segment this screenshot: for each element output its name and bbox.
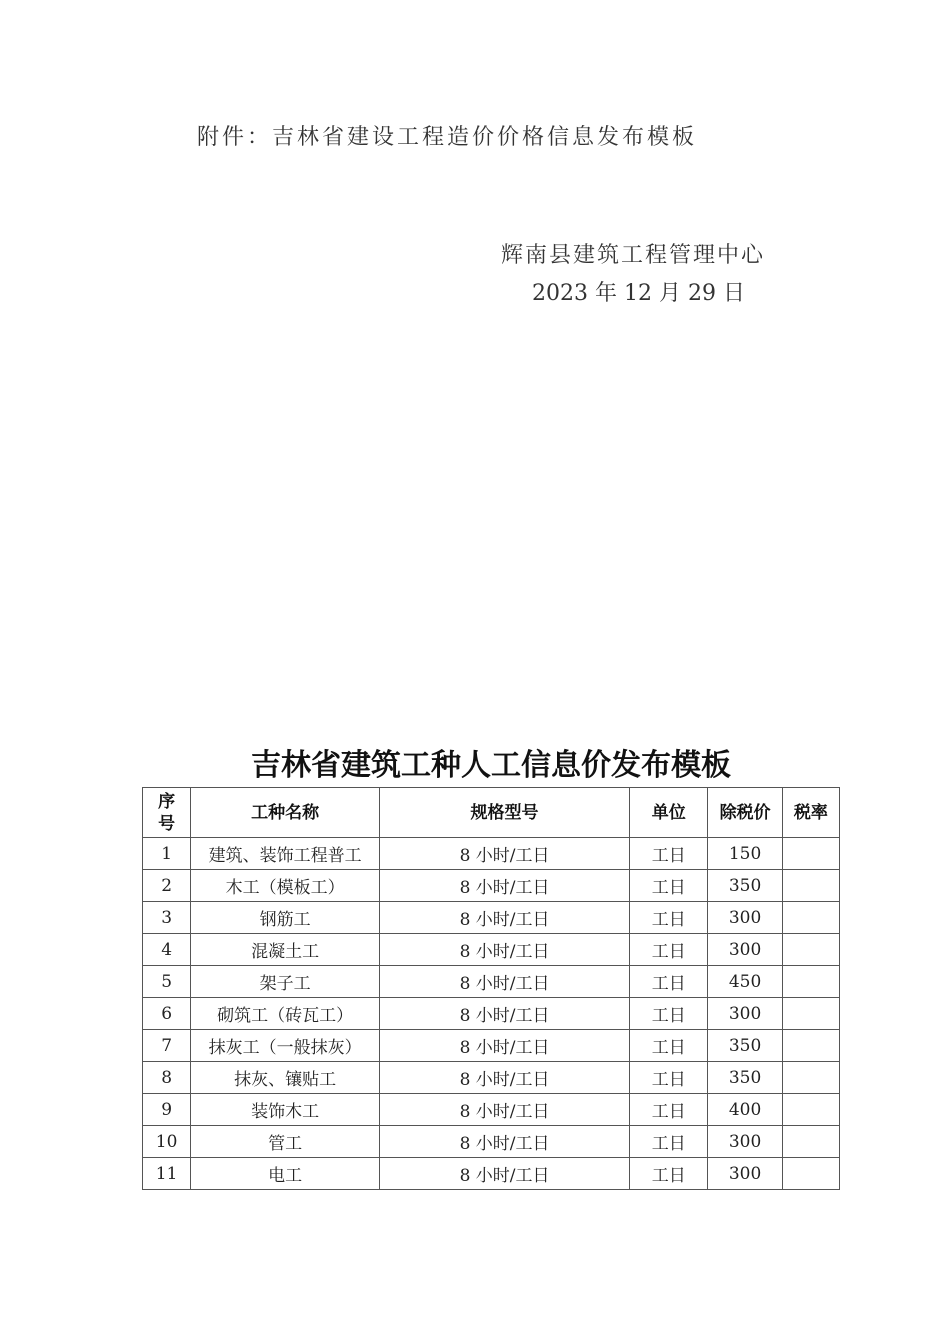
cell-seq: 2 xyxy=(143,870,191,902)
table-row xyxy=(143,998,840,1030)
cell-seq: 6 xyxy=(143,998,191,1030)
header-seq xyxy=(143,788,191,838)
cell-spec: 8 小时/工日 xyxy=(380,966,630,998)
cell-spec: 8 小时/工日 xyxy=(380,934,630,966)
cell-name: 装饰木工 xyxy=(191,1094,380,1126)
header-name: 工种名称 xyxy=(191,788,380,838)
table-row xyxy=(143,1158,840,1190)
price-table xyxy=(142,787,840,1190)
cell-unit: 工日 xyxy=(630,1030,708,1062)
cell-unit: 工日 xyxy=(630,870,708,902)
cell-spec: 8 小时/工日 xyxy=(380,870,630,902)
table-body xyxy=(143,838,840,1190)
header-price: 除税价 xyxy=(708,788,782,838)
cell-price: 350 xyxy=(708,1062,782,1094)
header-seq-line2: 号 xyxy=(158,813,176,834)
cell-price: 300 xyxy=(708,1158,782,1190)
table-row xyxy=(143,902,840,934)
table-row xyxy=(143,870,840,902)
table-row xyxy=(143,1062,840,1094)
organization-name: 辉南县建筑工程管理中心 xyxy=(501,243,766,268)
cell-seq: 10 xyxy=(143,1126,191,1158)
cell-unit: 工日 xyxy=(630,1094,708,1126)
table-row xyxy=(143,966,840,998)
cell-price: 300 xyxy=(708,902,782,934)
cell-tax xyxy=(782,1158,839,1190)
attachment-title: 附件：吉林省建设工程造价价格信息发布模板 xyxy=(197,125,698,150)
cell-name: 架子工 xyxy=(191,966,380,998)
cell-tax xyxy=(782,1094,839,1126)
header-seq-line1: 序 xyxy=(158,791,176,812)
table-title: 吉林省建筑工种人工信息价发布模板 xyxy=(251,748,731,783)
cell-unit: 工日 xyxy=(630,1126,708,1158)
cell-tax xyxy=(782,966,839,998)
cell-unit: 工日 xyxy=(630,1158,708,1190)
cell-spec: 8 小时/工日 xyxy=(380,838,630,870)
cell-spec: 8 小时/工日 xyxy=(380,1158,630,1190)
cell-unit: 工日 xyxy=(630,966,708,998)
cell-price: 350 xyxy=(708,870,782,902)
cell-seq: 9 xyxy=(143,1094,191,1126)
cell-tax xyxy=(782,1062,839,1094)
table-row xyxy=(143,1030,840,1062)
cell-name: 混凝土工 xyxy=(191,934,380,966)
cell-tax xyxy=(782,1030,839,1062)
cell-seq: 7 xyxy=(143,1030,191,1062)
table-row xyxy=(143,838,840,870)
table-row xyxy=(143,934,840,966)
cell-name: 钢筋工 xyxy=(191,902,380,934)
cell-tax xyxy=(782,998,839,1030)
cell-spec: 8 小时/工日 xyxy=(380,1062,630,1094)
cell-tax xyxy=(782,870,839,902)
cell-price: 300 xyxy=(708,998,782,1030)
cell-unit: 工日 xyxy=(630,838,708,870)
cell-name: 建筑、装饰工程普工 xyxy=(191,838,380,870)
header-tax: 税率 xyxy=(782,788,839,838)
cell-name: 木工（模板工） xyxy=(191,870,380,902)
cell-name: 砌筑工（砖瓦工） xyxy=(191,998,380,1030)
cell-price: 450 xyxy=(708,966,782,998)
cell-tax xyxy=(782,838,839,870)
table-row xyxy=(143,1094,840,1126)
cell-seq: 11 xyxy=(143,1158,191,1190)
cell-spec: 8 小时/工日 xyxy=(380,1126,630,1158)
cell-name: 抹灰工（一般抹灰） xyxy=(191,1030,380,1062)
cell-spec: 8 小时/工日 xyxy=(380,998,630,1030)
cell-price: 350 xyxy=(708,1030,782,1062)
cell-unit: 工日 xyxy=(630,998,708,1030)
cell-spec: 8 小时/工日 xyxy=(380,902,630,934)
cell-price: 400 xyxy=(708,1094,782,1126)
cell-tax xyxy=(782,1126,839,1158)
cell-name: 管工 xyxy=(191,1126,380,1158)
cell-price: 300 xyxy=(708,1126,782,1158)
cell-tax xyxy=(782,902,839,934)
cell-name: 抹灰、镶贴工 xyxy=(191,1062,380,1094)
cell-seq: 1 xyxy=(143,838,191,870)
header-spec: 规格型号 xyxy=(380,788,630,838)
document-date: 2023 年 12 月 29 日 xyxy=(532,281,745,306)
cell-seq: 8 xyxy=(143,1062,191,1094)
table-header-row xyxy=(143,788,840,838)
cell-seq: 3 xyxy=(143,902,191,934)
cell-spec: 8 小时/工日 xyxy=(380,1094,630,1126)
cell-name: 电工 xyxy=(191,1158,380,1190)
cell-unit: 工日 xyxy=(630,934,708,966)
cell-price: 300 xyxy=(708,934,782,966)
cell-tax xyxy=(782,934,839,966)
cell-price: 150 xyxy=(708,838,782,870)
cell-seq: 5 xyxy=(143,966,191,998)
table-row xyxy=(143,1126,840,1158)
cell-seq: 4 xyxy=(143,934,191,966)
cell-unit: 工日 xyxy=(630,1062,708,1094)
header-unit: 单位 xyxy=(630,788,708,838)
cell-unit: 工日 xyxy=(630,902,708,934)
cell-spec: 8 小时/工日 xyxy=(380,1030,630,1062)
